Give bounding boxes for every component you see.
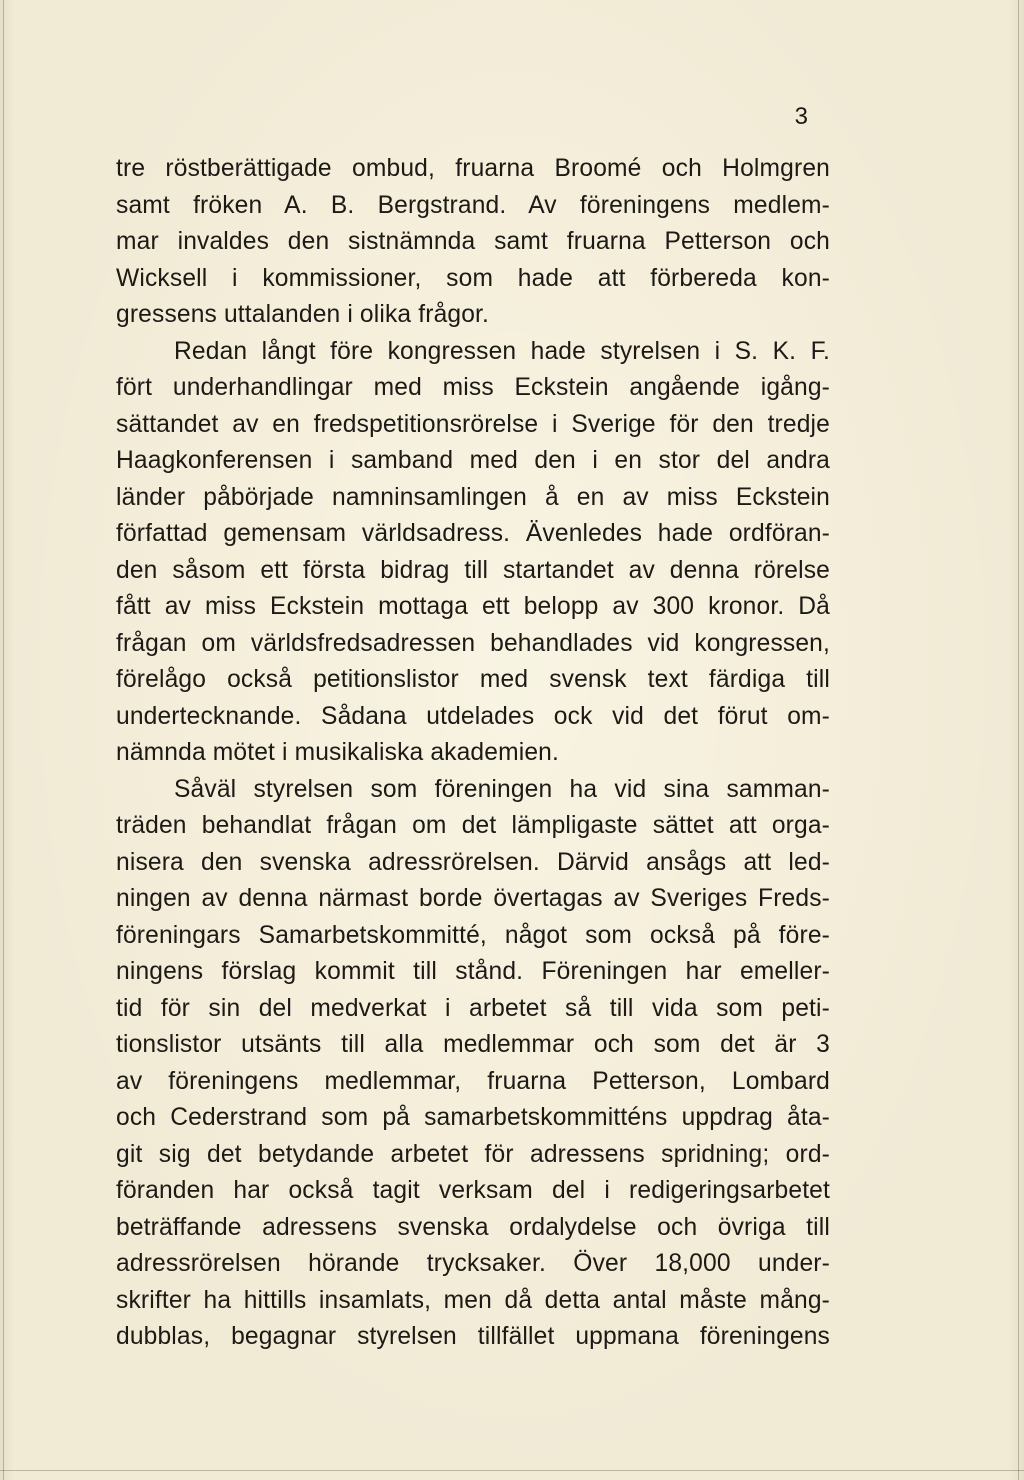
text-line: skrifter ha hittills insamlats, men då detta antal måste mång- — [116, 1286, 830, 1314]
text-line: av föreningens medlemmar, fruarna Petterson, Lombard — [116, 1067, 830, 1095]
body-text — [116, 151, 830, 1356]
text-line: träden behandlat frågan om det lämpligaste sättet att orga- — [116, 812, 830, 839]
paragraph-3 — [116, 772, 830, 1356]
text-line: och Cederstrand som på samarbetskommitténs uppdrag åta- — [116, 1104, 830, 1131]
paper-edge-bottom — [0, 1470, 1024, 1471]
text-line: författad gemensam världsadress. Ävenledes hade ordföran- — [116, 520, 830, 547]
text-line: Haagkonferensen i samband med den i en stor del andra — [116, 447, 830, 474]
text-line: Redan långt före kongressen hade styrelsen i S. K. F. — [174, 337, 830, 365]
paragraph-1 — [116, 151, 830, 334]
text-line: fått av miss Eckstein mottaga ett belopp av 300 kronor. Då — [116, 593, 830, 620]
text-line: dubblas, begagnar styrelsen tillfället uppmana föreningens — [116, 1323, 830, 1350]
text-line: sättandet av en fredspetitionsrörelse i Sverige för den tredje — [116, 410, 830, 438]
text-line: tid för sin del medverkat i arbetet så till vida som peti- — [116, 994, 830, 1022]
text-line: beträffande adressens svenska ordalydelse och övriga till — [116, 1213, 830, 1241]
text-line: nisera den svenska adressrörelsen. Därvid ansågs att led- — [116, 848, 830, 876]
text-line: förelågo också petitionslistor med svensk text färdiga till — [116, 666, 830, 693]
text-line: ningen av denna närmast borde övertagas av Sveriges Freds- — [116, 885, 830, 912]
text-line: git sig det betydande arbetet för adressens spridning; ord- — [116, 1140, 830, 1168]
text-line: tre röstberättigade ombud, fruarna Broomé och Holmgren — [116, 155, 830, 182]
text-line: nämnda mötet i musikaliska akademien. — [116, 739, 559, 766]
paper-edge-right — [1018, 0, 1019, 1480]
paper-edge-left — [3, 0, 4, 1480]
text-line: samt fröken A. B. Bergstrand. Av föreningens medlem- — [116, 191, 830, 219]
text-line: den såsom ett första bidrag till startandet av denna rörelse — [116, 556, 830, 584]
text-line: Wicksell i kommissioner, som hade att förbereda kon- — [116, 264, 830, 292]
page-number: 3 — [794, 103, 808, 130]
paragraph-2 — [116, 334, 830, 772]
text-line: föreningars Samarbetskommitté, något som också på före- — [116, 921, 830, 949]
text-line: föranden har också tagit verksam del i redigeringsarbetet — [116, 1177, 830, 1204]
text-line: länder påbörjade namninsamlingen å en av miss Eckstein — [116, 483, 830, 511]
text-line: adressrörelsen hörande trycksaker. Över 18,000 under- — [116, 1250, 830, 1277]
text-line: fört underhandlingar med miss Eckstein angående igång- — [116, 374, 830, 401]
text-line: mar invaldes den sistnämnda samt fruarna Petterson och — [116, 228, 830, 255]
text-line: ningens förslag kommit till stånd. Föreningen har emeller- — [116, 958, 830, 985]
text-line: gressens uttalanden i olika frågor. — [116, 301, 490, 328]
text-line: frågan om världsfredsadressen behandlades vid kongressen, — [116, 629, 830, 657]
text-line: Såväl styrelsen som föreningen ha vid sina samman- — [174, 775, 830, 803]
text-line: tionslistor utsänts till alla medlemmar och som det är 3 — [116, 1031, 830, 1058]
text-line: undertecknande. Sådana utdelades ock vid det förut om- — [116, 702, 830, 730]
